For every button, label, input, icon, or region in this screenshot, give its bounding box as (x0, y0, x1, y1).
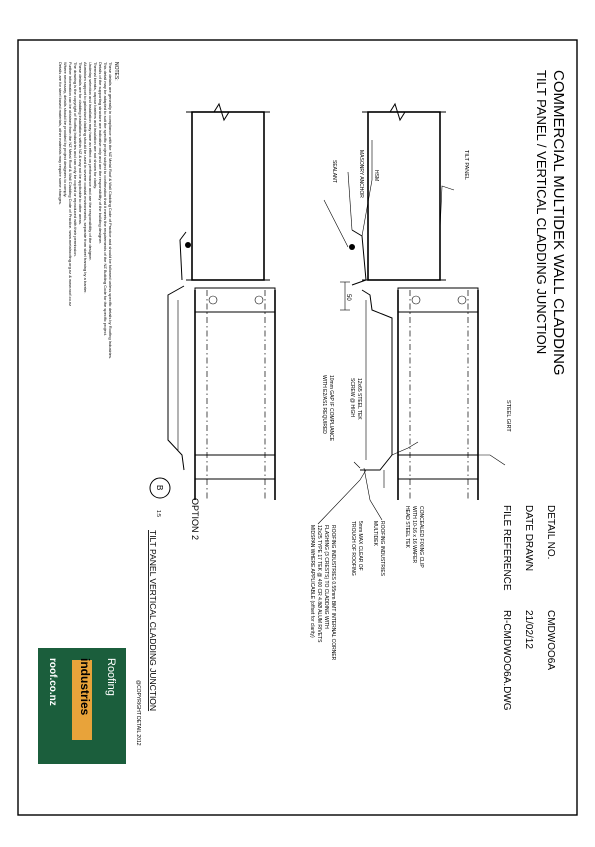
leader (392, 442, 418, 455)
bolt (458, 296, 466, 304)
label-ri-1: ROOFING INDUSTRIES (379, 521, 385, 577)
note-line: Details of the supporting structure are indicative only and are the responsibility of the building designer. (98, 62, 103, 244)
title-line-2: TILT PANEL / VERTICAL CLADDING JUNCTION (534, 70, 549, 355)
bolt (255, 296, 263, 304)
label-ri-2: MULTIDEK (372, 521, 378, 546)
label-steel-girt: STEEL GIRT (505, 400, 511, 432)
note-line: Underlay selection and installation may have an effect on performance and are the responsibility of the designer. (88, 62, 93, 261)
bolt (209, 296, 217, 304)
footer-caption: TILT PANEL VERTICAL CLADDING JUNCTION (148, 530, 158, 712)
sealant-bead (349, 244, 355, 250)
sealant-bead (185, 242, 191, 248)
label-corner-1: ROOFING INDUSTRIES 0.55mm BMT INTERNAL CORNER (330, 525, 336, 661)
leader (324, 200, 348, 247)
label-clip-2: WITH 10-16 x 16 WAFER (411, 506, 417, 564)
label-clear-1: 5mm MAX CLEAR OF (357, 521, 363, 571)
leader (440, 186, 454, 230)
label-corner-3: 12x25 TYPE 17 TEK @ 400 CR 4.8Ø ALUM RIVETS (316, 525, 322, 643)
label-corner-4: MIDSPAN WHERE APPLICABLE (offset for clarity) (309, 525, 315, 638)
date-label: DATE DRAWN (523, 505, 534, 572)
tilt-panel-concrete (192, 112, 264, 280)
tilt-panel-concrete (368, 112, 440, 280)
label-tilt-panel: TILT PANEL (463, 150, 469, 180)
logo-url: roof.co.nz (47, 658, 58, 706)
date-value: 21/02/12 (523, 610, 534, 649)
option-2-section (150, 104, 275, 500)
bolt (412, 296, 420, 304)
flashing (180, 232, 186, 280)
leader (354, 462, 360, 468)
logo-word-2: industries (78, 658, 92, 716)
leader (364, 468, 382, 520)
section-mark-letter: B (155, 485, 164, 491)
label-clear-2: TROUGH OF ROOFING (350, 521, 356, 576)
note-line: Thermal breaks, vapour barriers and insulation are not shown for clarity. (93, 62, 98, 190)
label-clip-1: CONCEALED FIXING CLIP (418, 506, 424, 568)
label-gap-1: 10mm GAP IF COMPLIANCE (328, 375, 334, 442)
label-gap-2: WITH E2/AS1 REQUIRED (321, 375, 327, 434)
note-line: These details are generally in compliance with the NZ Metal Roof & Wall Cladding Code of Practice and should be followed unless specific details by Roofing Industries. (108, 62, 113, 360)
option-label: OPTION 2 (190, 498, 200, 541)
note-line: These details are for cladding installations within NZ & may not be applicable to other areas. (78, 62, 83, 225)
label-clip-3: HEAD STEEL TEK (404, 506, 410, 548)
notes-heading: NOTES: (113, 62, 119, 81)
scale-label: 1:5 (155, 510, 161, 517)
main-section-top (318, 104, 505, 524)
cladding-profile (360, 290, 392, 470)
dimension-50: 50 (345, 294, 351, 301)
note-line: The drawing is the copyright of Roofing Industries and can only be copied or reproduced with their permission. (73, 62, 78, 257)
leader (478, 455, 505, 465)
label-sealant: SEALANT (331, 160, 337, 183)
leader (348, 172, 352, 230)
file-label: FILE REFERENCE (501, 505, 512, 591)
label-corner-2: FLASHING (3 CRESTS) TO CLADDING WITH (323, 525, 329, 629)
label-screw-2: SCREW @ HIGH (349, 378, 355, 417)
note-line: Where necessary, details should be provided by project designers to comply. (63, 62, 68, 198)
note-line: This detail may be adapted to suit the specific project subject to confirmation that it meets the requirements of the NZ Building Code for the specific project. (103, 62, 108, 336)
cladding-profile (168, 286, 184, 470)
title-line-1: COMMERCIAL MULTIDEK WALL CLADDING (550, 70, 567, 376)
note-line: Further information can be obtained from the NZ Metal Roof & Wall Cladding Code of Practice. www.metalroofing.org.nz & www.roof.co.nz (68, 62, 73, 307)
label-hsm: HSM (373, 170, 379, 182)
note-line: Details are for steel based materials, other materials may require some changes. (58, 62, 63, 205)
rotated-annotations (58, 62, 567, 746)
logo-word-1: Roofing (105, 658, 117, 696)
leader (318, 470, 366, 524)
note-line: Aluminium support to galvanised cladding should be used in severe coastal environments, separate from steel framing by a barrier. (83, 62, 88, 294)
roofing-industries-logo (38, 648, 126, 764)
detail-no-label: DETAIL NO. (545, 505, 556, 560)
label-masonry-anchor: MASONRY ANCHOR (358, 150, 364, 198)
file-value: RI-CMDWOO6A.DWG (501, 610, 512, 711)
copyright-text: @COPYRIGHT DETAIL 2012 (135, 680, 141, 746)
label-screw-1: 12x65 STEEL TEK (356, 378, 362, 420)
detail-no-value: CMDWOO6A (545, 610, 556, 670)
flashing (352, 230, 366, 285)
